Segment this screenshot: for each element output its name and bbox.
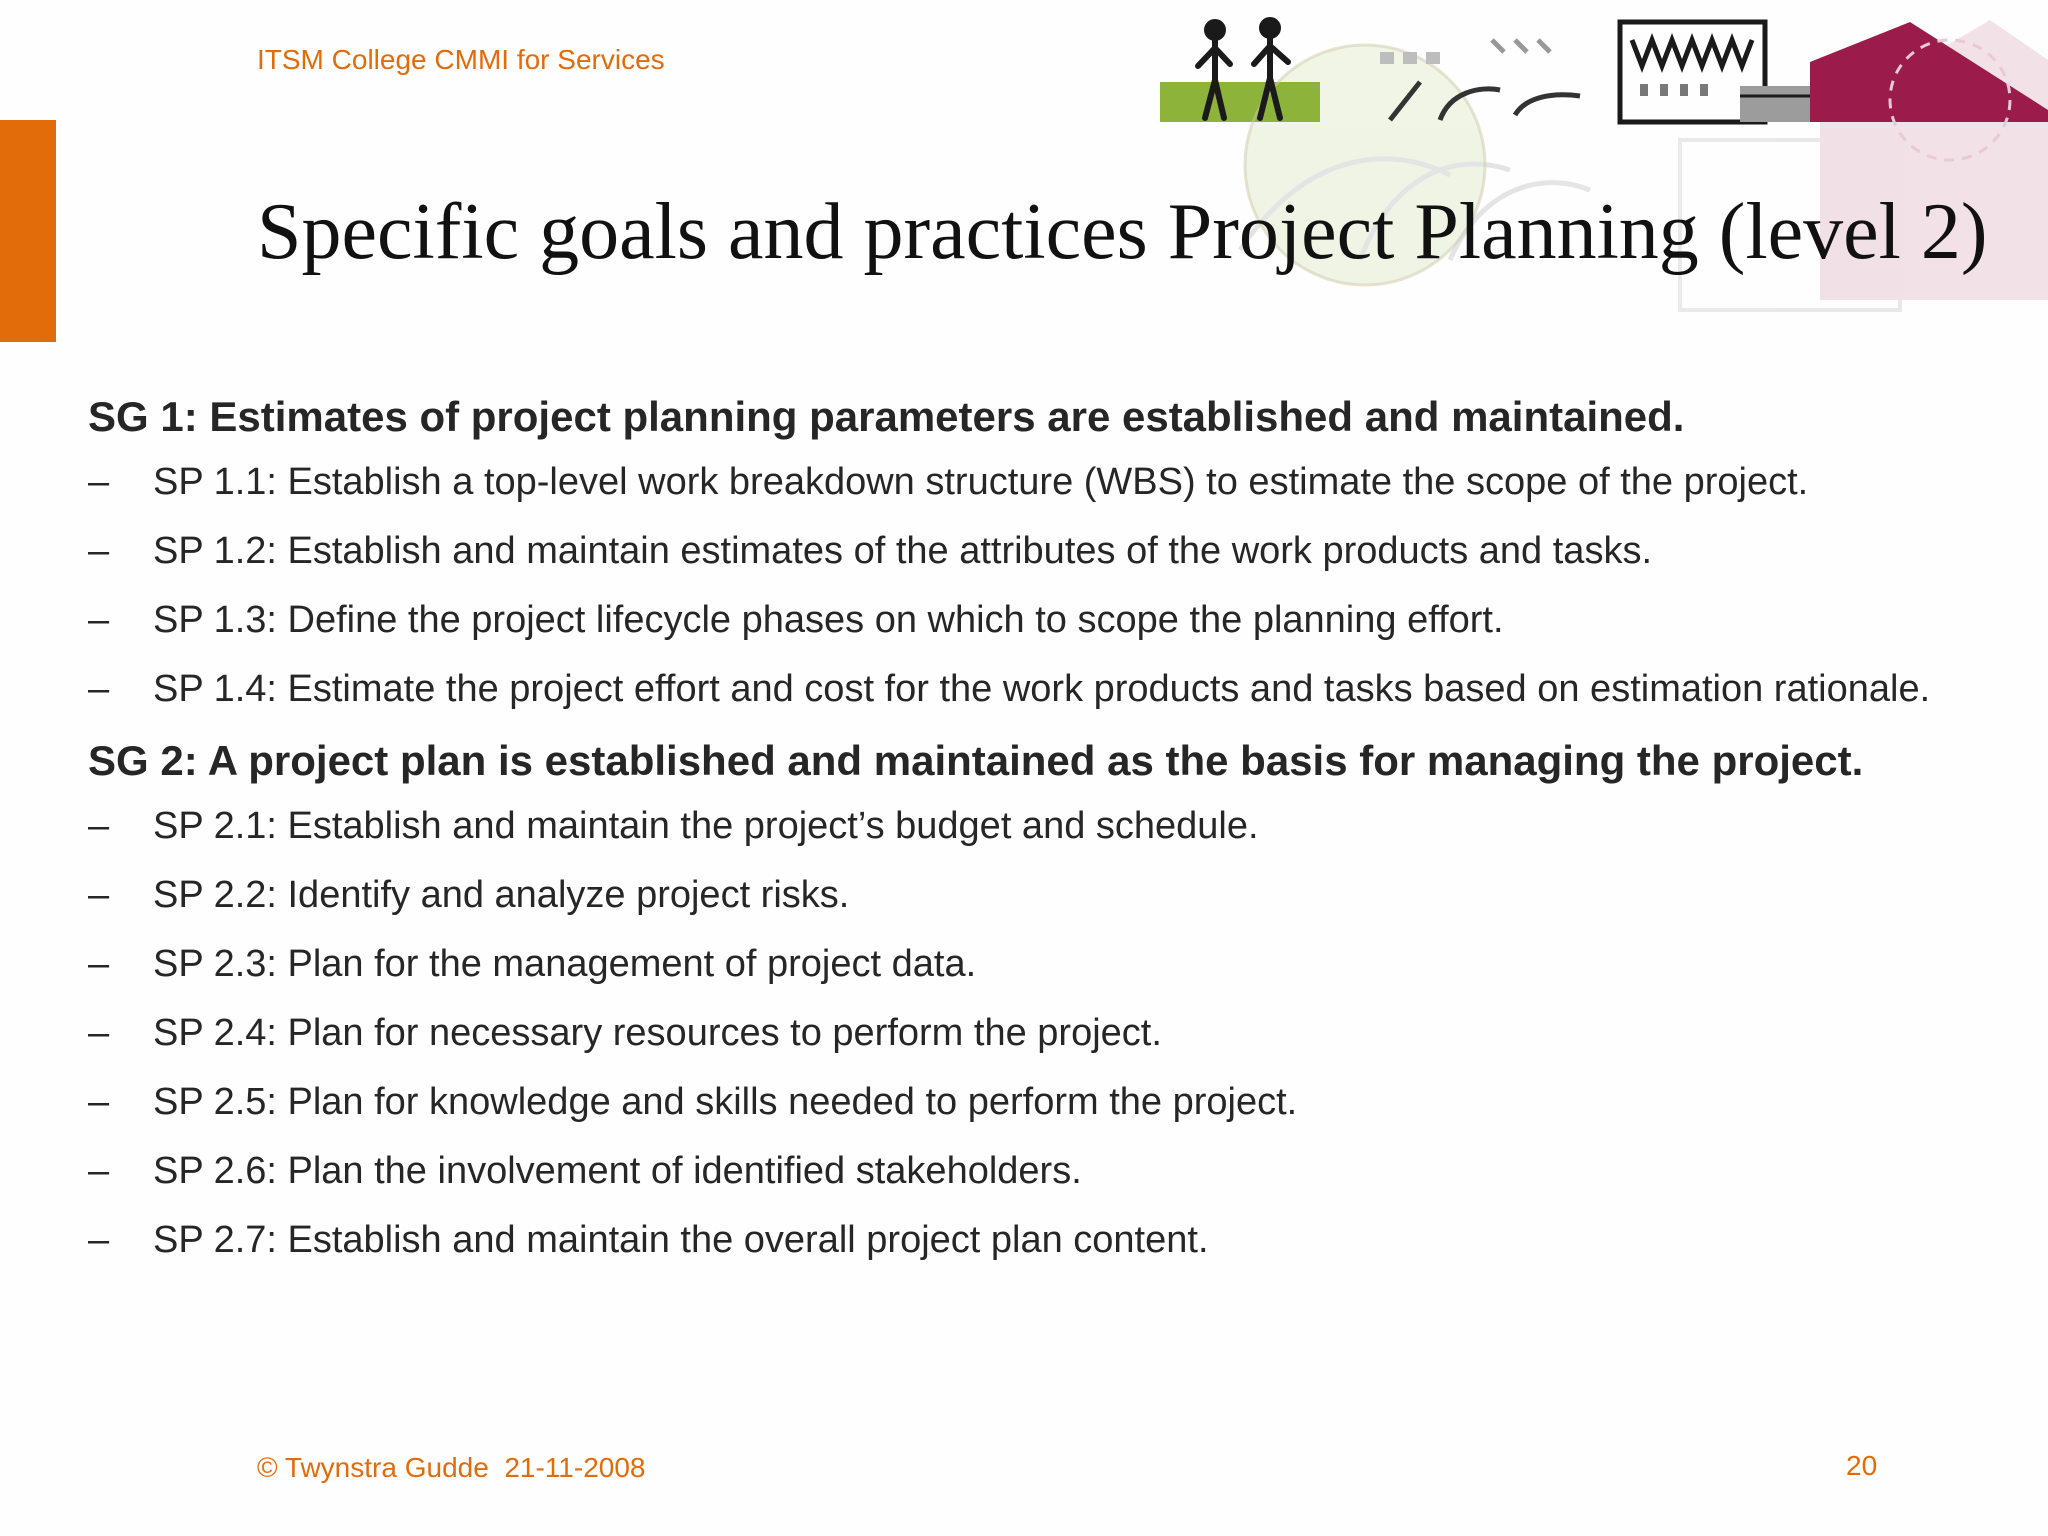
bullet-dash: – bbox=[88, 461, 110, 503]
practice-text: SP 2.2: Identify and analyze project risks. bbox=[153, 874, 850, 916]
list-item bbox=[88, 1068, 2038, 1137]
list-item bbox=[88, 861, 2038, 930]
header-label: ITSM College CMMI for Services bbox=[257, 44, 665, 75]
practice-text: SP 1.1: Establish a top-level work breakdown structure (WBS) to estimate the scope of the project. bbox=[153, 461, 1809, 503]
practice-text: SP 2.1: Establish and maintain the project’s budget and schedule. bbox=[153, 805, 1259, 847]
list-item bbox=[88, 448, 2038, 517]
practice-text: SP 2.6: Plan the involvement of identified stakeholders. bbox=[153, 1150, 1082, 1192]
list-item bbox=[88, 586, 2038, 655]
practice-text: SP 2.5: Plan for knowledge and skills needed to perform the project. bbox=[153, 1081, 1298, 1123]
bullet-dash: – bbox=[88, 943, 110, 985]
slide-title: Specific goals and practices Project Planning (level 2) bbox=[257, 188, 1988, 276]
list-item bbox=[88, 999, 2038, 1068]
bullet-dash: – bbox=[88, 1012, 110, 1054]
list-item bbox=[88, 1206, 2038, 1275]
practice-text: SP 2.7: Establish and maintain the overall project plan content. bbox=[153, 1219, 1209, 1261]
bullet-dash: – bbox=[88, 530, 110, 572]
footer-copyright: © Twynstra Gudde 21-11-2008 bbox=[257, 1452, 646, 1483]
practice-text: SP 1.3: Define the project lifecycle phases on which to scope the planning effort. bbox=[153, 599, 1504, 641]
bullet-dash: – bbox=[88, 1219, 110, 1261]
practice-text: SP 2.3: Plan for the management of project data. bbox=[153, 943, 977, 985]
practice-text: SP 1.2: Establish and maintain estimates of the attributes of the work products and tasks. bbox=[153, 530, 1652, 572]
practice-text: SP 1.4: Estimate the project effort and cost for the work products and tasks based on estimation rationale. bbox=[153, 668, 1931, 710]
page-number: 20 bbox=[1846, 1450, 1878, 1481]
goal-heading: SG 2: A project plan is established and maintained as the basis for managing the project. bbox=[88, 737, 1864, 784]
list-item bbox=[88, 517, 2038, 586]
accent-bar bbox=[0, 120, 56, 342]
list-item bbox=[88, 930, 2038, 999]
bullet-dash: – bbox=[88, 668, 110, 710]
bullet-dash: – bbox=[88, 805, 110, 847]
bullet-dash: – bbox=[88, 1081, 110, 1123]
goal-heading: SG 1: Estimates of project planning parameters are established and maintained. bbox=[88, 393, 1685, 440]
list-item bbox=[88, 1137, 2038, 1206]
list-item bbox=[88, 655, 2038, 724]
bullet-dash: – bbox=[88, 599, 110, 641]
goals-content bbox=[88, 380, 2038, 1275]
banner-illustration bbox=[1120, 0, 2048, 345]
bullet-dash: – bbox=[88, 1150, 110, 1192]
bullet-dash: – bbox=[88, 874, 110, 916]
practice-text: SP 2.4: Plan for necessary resources to perform the project. bbox=[153, 1012, 1162, 1054]
list-item bbox=[88, 792, 2038, 861]
